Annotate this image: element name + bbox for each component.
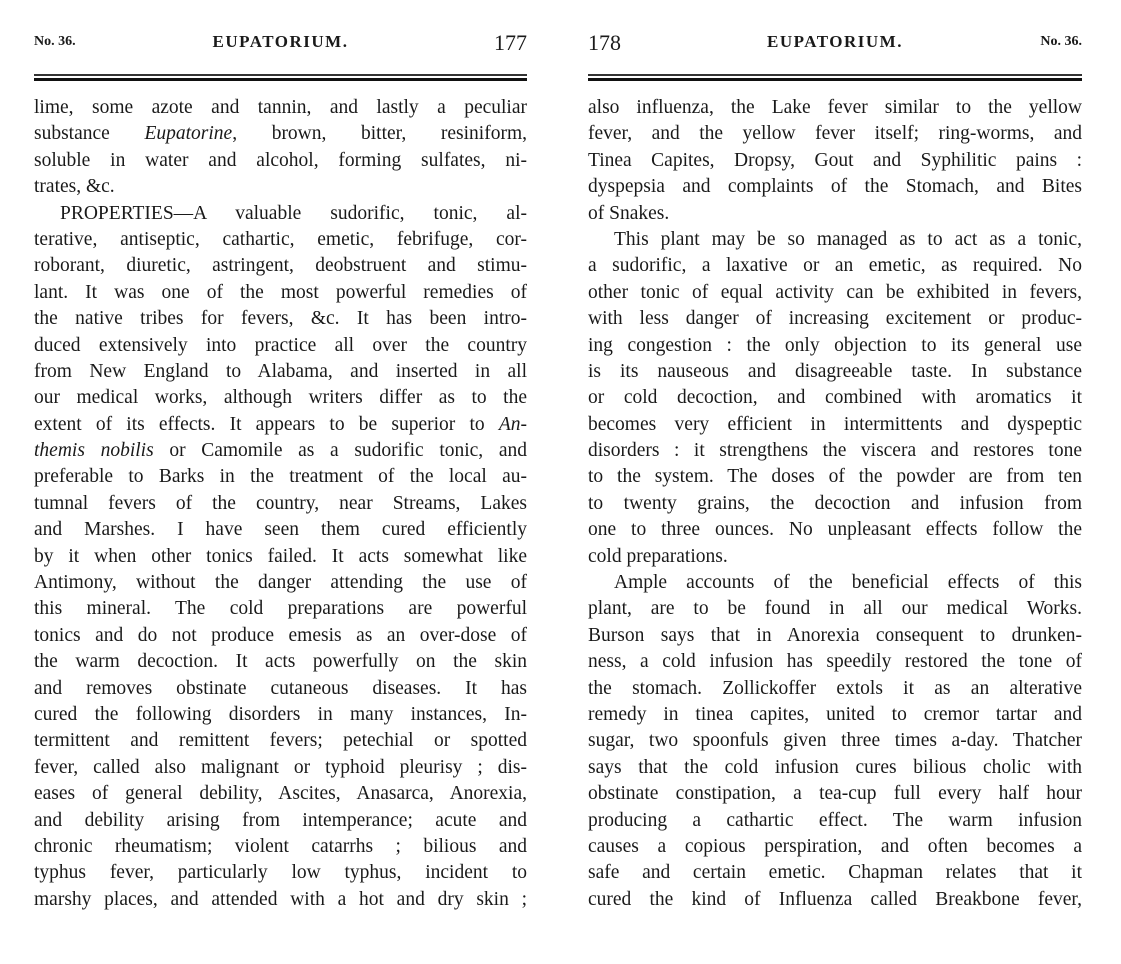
running-head [34,30,527,56]
text-line: the warm decoction. It acts powerfully on the skin [34,651,527,673]
text-line: substance Eupatorine, brown, bitter, resiniform, [34,123,527,145]
running-head [588,30,1082,56]
text-line: preferable to Barks in the treatment of the local au- [34,466,527,488]
text-line: trates, &c. [34,176,115,198]
text-line: to twenty grains, the decoction and infusion from [588,492,1082,514]
text-line: typhus fever, particularly low typhus, incident to [34,862,527,884]
text-line: safe and certain emetic. Chapman relates that it [588,862,1082,884]
text-line: terative, antiseptic, cathartic, emetic, febrifuge, cor- [34,228,527,250]
text-line: obstinate constipation, a tea-cup full every half hour [588,783,1082,805]
text-line: remedy in tinea capites, united to cremor tartar and [588,703,1082,725]
running-title: EUPATORIUM. [767,32,903,51]
text-line: lime, some azote and tannin, and lastly a peculiar [34,97,527,118]
text-line: eases of general debility, Ascites, Anasarca, Anorexia, [34,783,527,805]
left-page [34,0,527,964]
text-line: ness, a cold infusion has speedily restored the tone of [588,651,1082,673]
text-line: sugar, two spoonfuls given three times a-day. Thatcher [588,730,1082,752]
text-line: or cold decoction, and combined with aromatics it [588,387,1082,409]
text-line: our medical works, although writers differ as to the [34,387,527,409]
text-line: PROPERTIES—A valuable sudorific, tonic, al- [60,202,527,224]
text-line: Ample accounts of the beneficial effects of this [614,572,1082,594]
text-line: plant, are to be found in all our medical Works. [588,598,1082,620]
text-line: the native tribes for fevers, &c. It has been intro- [34,308,527,330]
text-line: duced extensively into practice all over the country [34,334,527,356]
text-line: to the system. The doses of the powder are from ten [588,466,1082,488]
italic-term: Eupatorine [144,123,233,145]
text-line: disorders : it strengthens the viscera and restores tone [588,440,1082,462]
italic-term: An- [498,413,527,435]
text-line: tonics and do not produce emesis as an over-dose of [34,624,527,646]
text-line: and removes obstinate cutaneous diseases. It has [34,677,527,699]
text-line: themis nobilis or Camomile as a sudorific tonic, and [34,440,527,462]
text-line: producing a cathartic effect. The warm infusion [588,809,1082,831]
text-line: chronic rheumatism; violent catarrhs ; bilious and [34,835,527,857]
text-line: with less danger of increasing excitement or produc- [588,308,1082,330]
text-line: is its nauseous and disagreeable taste. In substance [588,360,1082,382]
text-line: from New England to Alabama, and inserted in all [34,360,527,382]
text-line: by it when other tonics failed. It acts somewhat like [34,545,527,567]
text-line: the stomach. Zollickoffer extols it as an alterative [588,677,1082,699]
text-line: cured the following disorders in many instances, In- [34,703,527,725]
header-double-rule [34,74,527,81]
text-line: extent of its effects. It appears to be superior to An- [34,413,527,435]
text-line: tumnal fevers of the country, near Streams, Lakes [34,492,527,514]
text-line: and debility arising from intemperance; acute and [34,809,527,831]
text-line: Burson says that in Anorexia consequent to drunken- [588,624,1082,646]
plate-number: No. 36. [34,34,76,49]
text-line: one to three ounces. No unpleasant effects follow the [588,519,1082,541]
text-line: marshy places, and attended with a hot and dry skin ; [34,888,527,910]
text-line: says that the cold infusion cures bilious cholic with [588,756,1082,778]
text-line: This plant may be so managed as to act as a tonic, [614,228,1082,250]
text-line: termittent and remittent fevers; petechial or spotted [34,730,527,752]
text-line: fever, and the yellow fever itself; ring-worms, and [588,123,1082,145]
page-number: 177 [494,30,527,55]
text-line: causes a copious perspiration, and often becomes a [588,835,1082,857]
running-title: EUPATORIUM. [212,32,349,51]
text-line: this mineral. The cold preparations are powerful [34,598,527,620]
text-line: a sudorific, a laxative or an emetic, as required. No [588,255,1082,277]
body-text [588,95,1082,913]
body-text [34,95,527,913]
text-line: cold preparations. [588,545,728,567]
text-line: roborant, diuretic, astringent, deobstruent and stimu- [34,255,527,277]
right-page [588,0,1082,964]
text-line: soluble in water and alcohol, forming sulfates, ni- [34,149,527,171]
text-line: fever, called also malignant or typhoid pleurisy ; dis- [34,756,527,778]
plate-number: No. 36. [1040,34,1082,49]
text-line: and Marshes. I have seen them cured efficiently [34,519,527,541]
text-line: also influenza, the Lake fever similar to the yellow [588,97,1082,118]
text-line: of Snakes. [588,202,670,224]
text-line: Antimony, without the danger attending the use of [34,572,527,594]
text-line: ing congestion : the only objection to its general use [588,334,1082,356]
text-line: becomes very efficient in intermittents and dyspeptic [588,413,1082,435]
text-line: dyspepsia and complaints of the Stomach, and Bites [588,176,1082,198]
italic-term: themis nobilis [34,440,154,462]
text-line: other tonic of equal activity can be exhibited in fevers, [588,281,1082,303]
text-line: cured the kind of Influenza called Breakbone fever, [588,888,1082,910]
header-double-rule [588,74,1082,81]
text-line: Tinea Capites, Dropsy, Gout and Syphilitic pains : [588,149,1082,171]
text-line: lant. It was one of the most powerful remedies of [34,281,527,303]
page-number: 178 [588,30,621,55]
